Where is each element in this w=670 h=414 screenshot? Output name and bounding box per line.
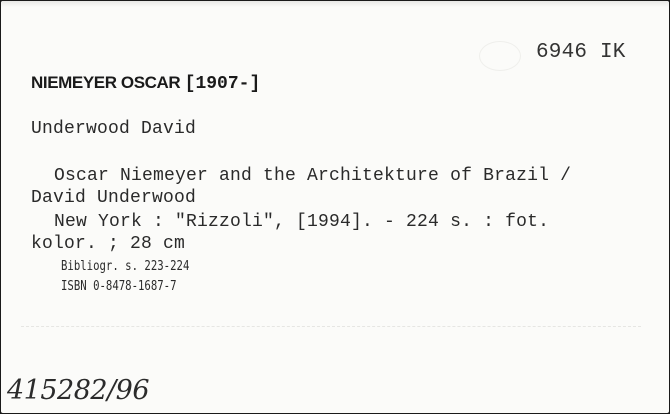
faint-stamp-mark (479, 41, 521, 71)
isbn-note: ISBN 0-8478-1687-7 (61, 279, 177, 294)
publication-line-1: New York : "Rizzoli", [1994]. - 224 s. : fot. (54, 212, 550, 232)
call-number: 6946 IK (536, 41, 626, 64)
heading-name: NIEMEYER OSCAR (31, 73, 181, 92)
publication-line-2: kolor. ; 28 cm (31, 234, 186, 254)
title-line-2: David Underwood (31, 188, 197, 208)
handwritten-accession-number: 415282/96 (7, 375, 150, 406)
faint-ruled-line (21, 326, 641, 327)
author-entry: Underwood David (31, 119, 197, 139)
heading-dates: [1907-] (184, 74, 261, 94)
main-heading (31, 73, 260, 94)
bibliography-note: Bibliogr. s. 223-224 (61, 259, 190, 274)
title-line-1: Oscar Niemeyer and the Architekture of Brazil / (54, 166, 572, 186)
